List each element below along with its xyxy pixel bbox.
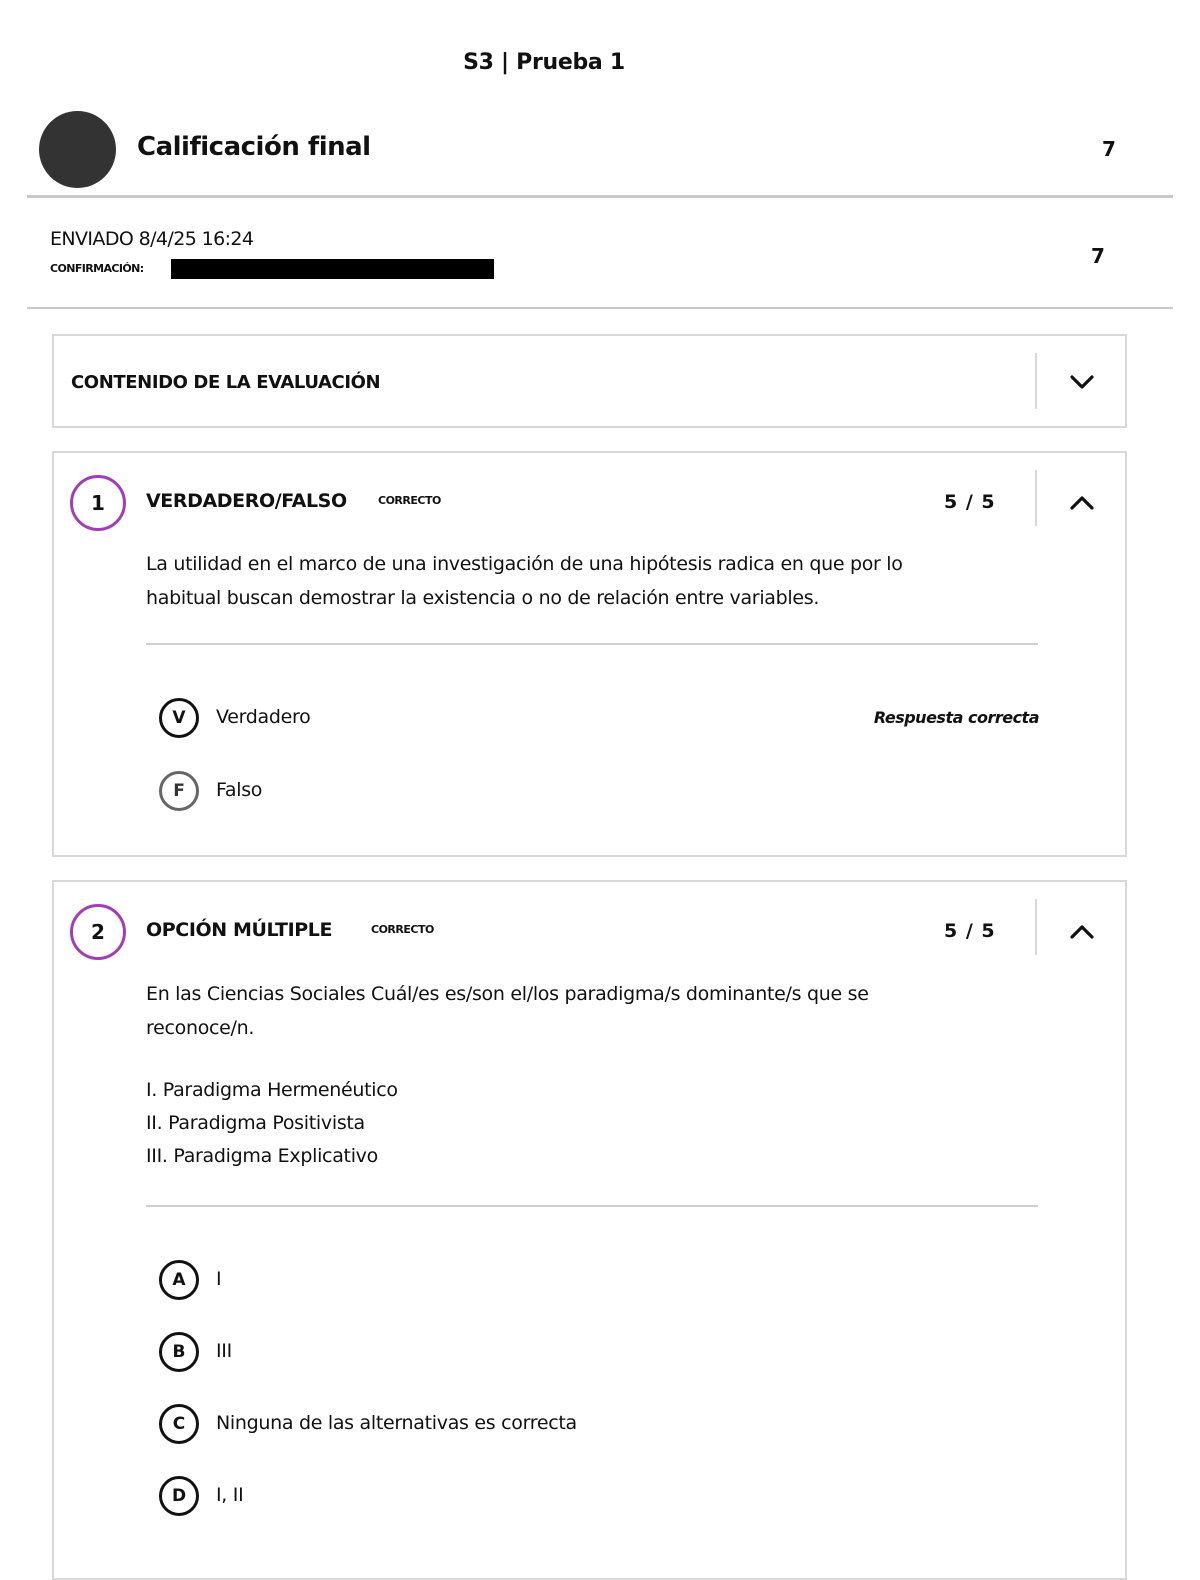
submitted-timestamp: ENVIADO 8/4/25 16:24 [50,228,254,250]
question-card-1 [52,451,1127,857]
separator [1035,353,1037,409]
divider [146,643,1038,645]
option-label: I [216,1268,222,1290]
page-title: S3 | Prueba 1 [463,50,625,75]
separator [1035,470,1037,526]
option-letter: B [159,1332,199,1372]
divider [27,195,1173,198]
attempt-score: 7 [1091,244,1105,268]
question-status: CORRECTO [378,494,441,507]
final-grade-title: Calificación final [137,132,371,162]
divider [146,1205,1038,1207]
confirmation-redaction [171,259,494,279]
question-number: 1 [70,475,126,531]
final-grade-value: 7 [1102,137,1116,161]
question-card-2 [52,880,1127,1580]
question-text: La utilidad en el marco de una investigación de una hipótesis radica en que por lo habitual buscan demostrar la existencia o no de relación entre variables. [146,553,903,609]
answer-option [159,1332,1039,1372]
option-letter: D [159,1476,199,1516]
divider [27,307,1173,309]
option-letter: F [159,771,199,811]
option-letter: V [159,698,199,738]
question-text: En las Ciencias Sociales Cuál/es es/son el/los paradigma/s dominante/s que se reconoce/n. [146,983,869,1039]
question-type: OPCIÓN MÚLTIPLE [146,919,333,941]
answer-option [159,771,1039,811]
question-score: 5 / 5 [944,491,996,513]
option-label: I, II [216,1484,244,1506]
question-status: CORRECTO [371,923,434,936]
question-number: 2 [70,904,126,960]
answer-option [159,698,1039,738]
question-score: 5 / 5 [944,920,996,942]
avatar [39,111,116,188]
option-label: Falso [216,779,263,801]
final-grade-bar [0,108,1200,198]
option-label: III [216,1340,232,1362]
question-type: VERDADERO/FALSO [146,490,347,512]
answer-option [159,1404,1039,1444]
option-letter: C [159,1404,199,1444]
option-letter: A [159,1260,199,1300]
assessment-content-panel [52,334,1127,428]
question-items: I. Paradigma Hermenéutico II. Paradigma Positivista III. Paradigma Explicativo [146,1079,398,1167]
confirmation-label: CONFIRMACIÓN: [50,262,144,275]
assessment-content-title[interactable]: CONTENIDO DE LA EVALUACIÓN [71,372,381,393]
separator [1035,899,1037,955]
option-label: Ninguna de las alternativas es correcta [216,1412,577,1434]
answer-option [159,1476,1039,1516]
chevron-down-icon[interactable] [1068,372,1096,392]
option-label: Verdadero [216,706,311,728]
answer-option [159,1260,1039,1300]
chevron-up-icon[interactable] [1068,922,1096,942]
chevron-up-icon[interactable] [1068,493,1096,513]
correct-answer-note: Respuesta correcta [873,708,1039,727]
